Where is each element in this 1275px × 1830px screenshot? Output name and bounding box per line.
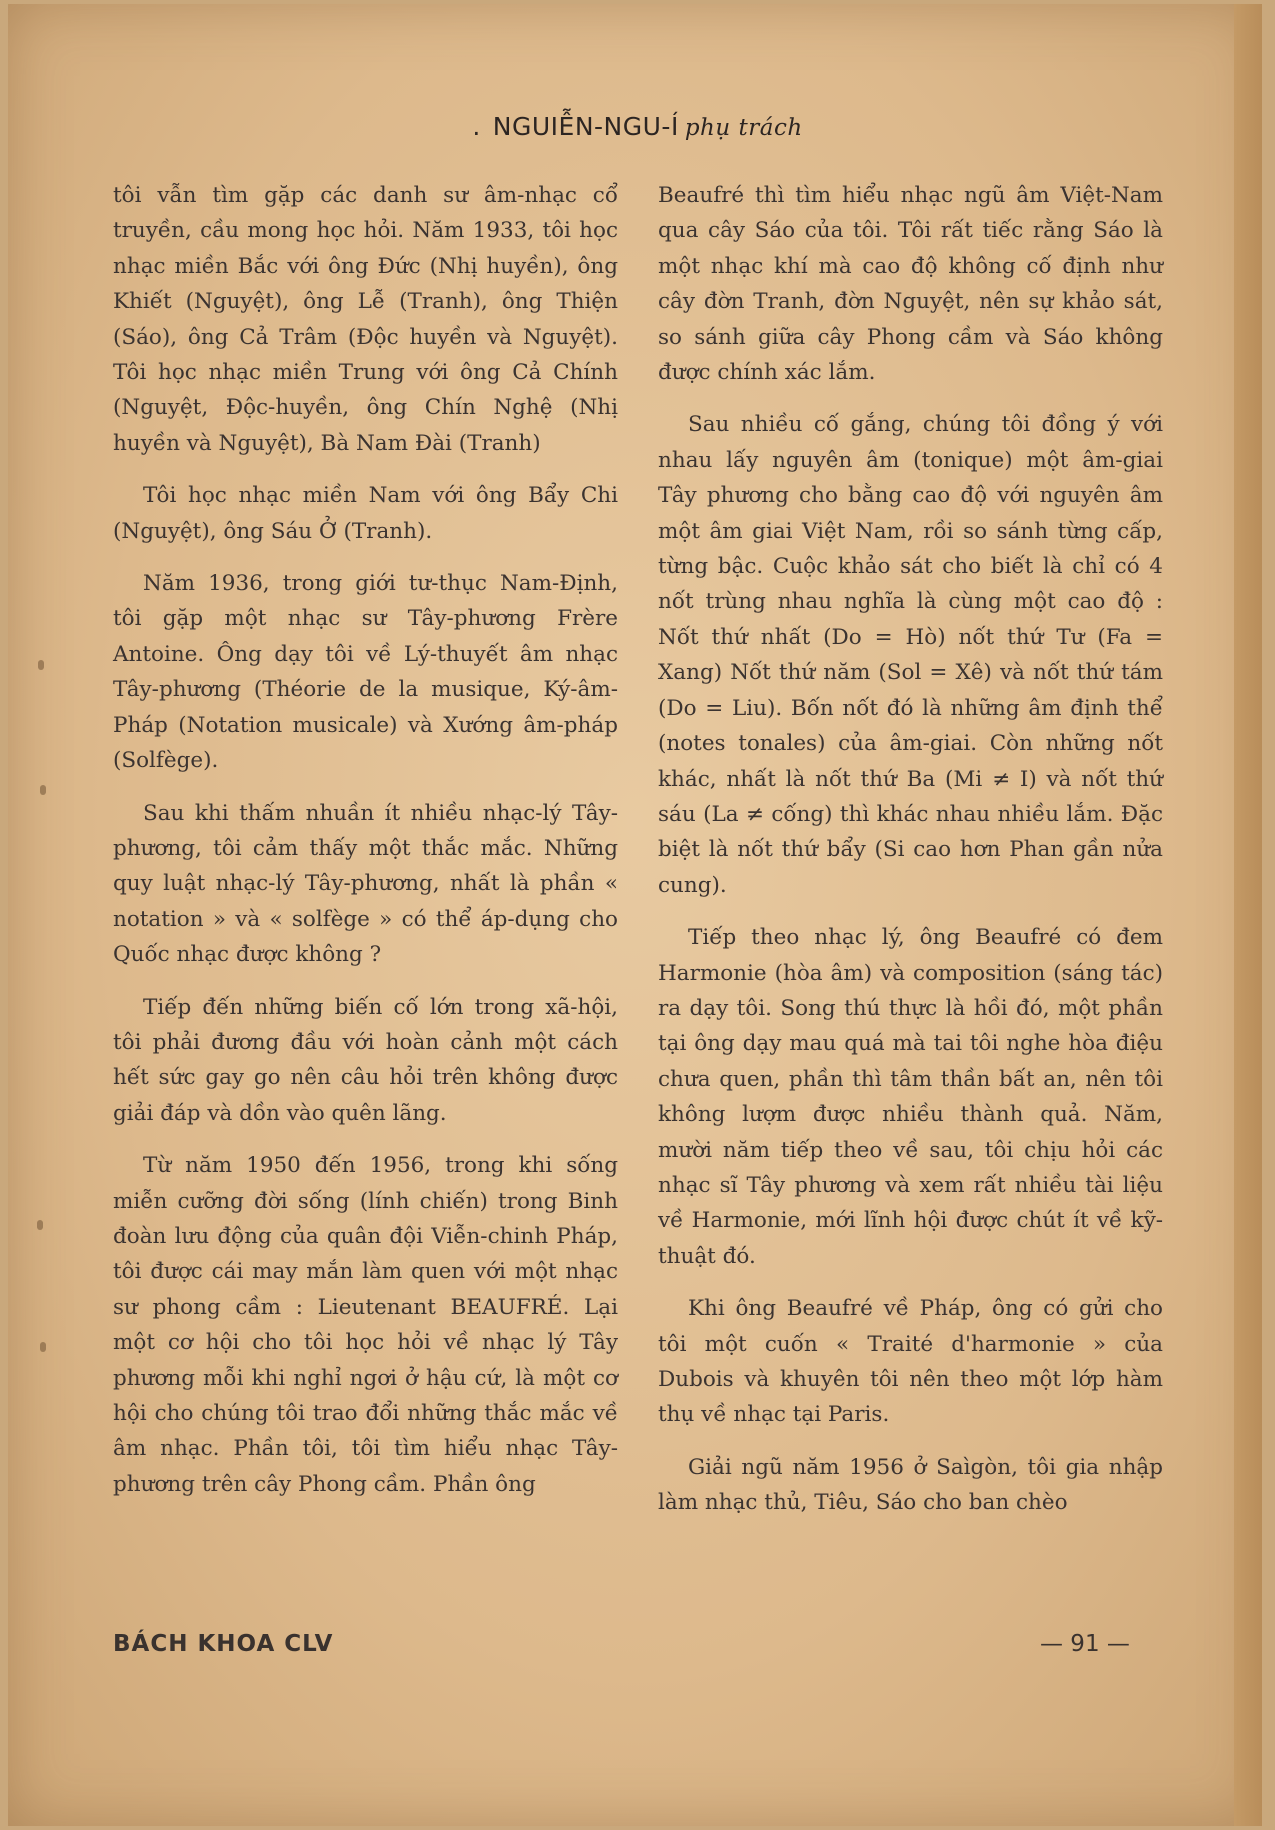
paragraph: Từ năm 1950 đến 1956, trong khi sống miễn cưỡng đời sống (lính chiến) trong Binh đoàn lưu động của quân đội Viễn-chinh Pháp, tôi được cái may mắn làm quen với một nhạc sư phong cầm : Lieutenant BEAUFRÉ. Lại một cơ hội cho tôi học hỏi về nhạc lý Tây phương mỗi khi nghỉ ngơi ở hậu cứ, là một cơ hội cho chúng tôi trao đổi những thắc mắc về âm nhạc. Phần tôi, tôi tìm hiểu nhạc Tây-phương trên cây Phong cầm. Phần ông [113, 1153, 618, 1497]
paragraph: Sau khi thấm nhuần ít nhiều nhạc-lý Tây-phương, tôi cảm thấy một thắc mắc. Những quy luật nhạc-lý Tây-phương, nhất là phần « notation » và « solfège » có thể áp-dụng cho Quốc nhạc được không ? [113, 800, 618, 968]
left-column [113, 178, 618, 1519]
page-edge [1234, 4, 1262, 1826]
paragraph: Tiếp đến những biến cố lớn trong xã-hội, tôi phải đương đầu với hoàn cảnh một cách hết sức gay go nên câu hỏi trên không được giải đáp và dồn vào quên lãng. [113, 994, 618, 1126]
page-header: . NGUIỄN-NGU-Í phụ trách [472, 112, 803, 141]
section-editor: NGUIỄN-NGU-Í [492, 112, 679, 141]
paper-speck [37, 1220, 43, 1230]
paragraph: Năm 1936, trong giới tư-thục Nam-Định, tôi gặp một nhạc sư Tây-phương Frère Antoine. Ông dạy tôi về Lý-thuyết âm nhạc Tây-phương (Théorie de la musique, Ký-âm-Pháp (Notation musicale) và Xướng âm-pháp (Solfège). [113, 571, 618, 774]
paper-speck [38, 660, 44, 670]
paragraph: tôi vẫn tìm gặp các danh sư âm-nhạc cổ truyền, cầu mong học hỏi. Năm 1933, tôi học nhạc miền Bắc với ông Đức (Nhị huyền), ông Khiết (Nguyệt), ông Lễ (Tranh), ông Thiện (Sáo), ông Cả Trâm (Độc huyền và Nguyệt). Tôi học nhạc miền Trung với ông Cả Chính (Nguyệt, Độc-huyền, ông Chín Nghệ (Nhị huyền và Nguyệt), Bà Nam Đài (Tranh) [113, 183, 618, 456]
paragraph: Tôi học nhạc miền Nam với ông Bẩy Chi (Nguyệt), ông Sáu Ở (Tranh). [113, 483, 618, 544]
paragraph: Beaufré thì tìm hiểu nhạc ngũ âm Việt-Nam qua cây Sáo của tôi. Tôi rất tiếc rằng Sáo là một nhạc khí mà cao độ không cố định như cây đờn Tranh, đờn Nguyệt, nên sự khảo sát, so sánh giữa cây Phong cầm và Sáo không được chính xác lắm. [658, 183, 1163, 386]
right-column [658, 178, 1163, 1538]
paragraph: Giải ngũ năm 1956 ở Saìgòn, tôi gia nhập làm nhạc thủ, Tiêu, Sáo cho ban chèo [658, 1454, 1163, 1516]
paragraph: Khi ông Beaufré về Pháp, ông có gửi cho tôi một cuốn « Traité d'harmonie » của Dubois và khuyên tôi nên theo một lớp hàm thụ về nhạc tại Paris. [658, 1296, 1163, 1428]
paragraph: Tiếp theo nhạc lý, ông Beaufré có đem Harmonie (hòa âm) và composition (sáng tác) ra dạy tôi. Song thú thực là hồi đó, một phần tại ông dạy mau quá mà tai tôi nghe hòa điệu chưa quen, phần thì tâm thần bất an, nên tôi không lượm được nhiều thành quả. Năm, mười năm tiếp theo về sau, tôi chịu hỏi các nhạc sĩ Tây phương và xem rất nhiều tài liệu về Harmonie, mới lĩnh hội được chút ít về kỹ-thuật đó. [658, 925, 1163, 1269]
page-number: — 91 — [1040, 1631, 1130, 1657]
publication-name: BÁCH KHOA CLV [113, 1631, 334, 1657]
paragraph: Sau nhiều cố gắng, chúng tôi đồng ý với nhau lấy nguyên âm (tonique) một âm-giai Tây phương cho bằng cao độ với nguyên âm một âm giai Việt Nam, rồi so sánh từng cấp, từng bậc. Cuộc khảo sát cho biết là chỉ có 4 nốt trùng nhau nghĩa là cùng một cao độ : Nốt thứ nhất (Do = Hò) nốt thứ Tư (Fa = Xang) Nốt thứ năm (Sol = Xê) và nốt thứ tám (Do = Liu). Bốn nốt đó là những âm định thể (notes tonales) của âm-giai. Còn những nốt khác, nhất là nốt thứ Ba (Mi ≠ I) và nốt thứ sáu (La ≠ cống) thì khác nhau nhiều lắm. Đặc biệt là nốt thứ bẩy (Si cao hơn Phan gần nửa cung). [658, 412, 1163, 898]
paper-speck [40, 1342, 46, 1352]
section-editor-suffix: phụ trách [684, 115, 803, 141]
paper-speck [40, 785, 46, 795]
